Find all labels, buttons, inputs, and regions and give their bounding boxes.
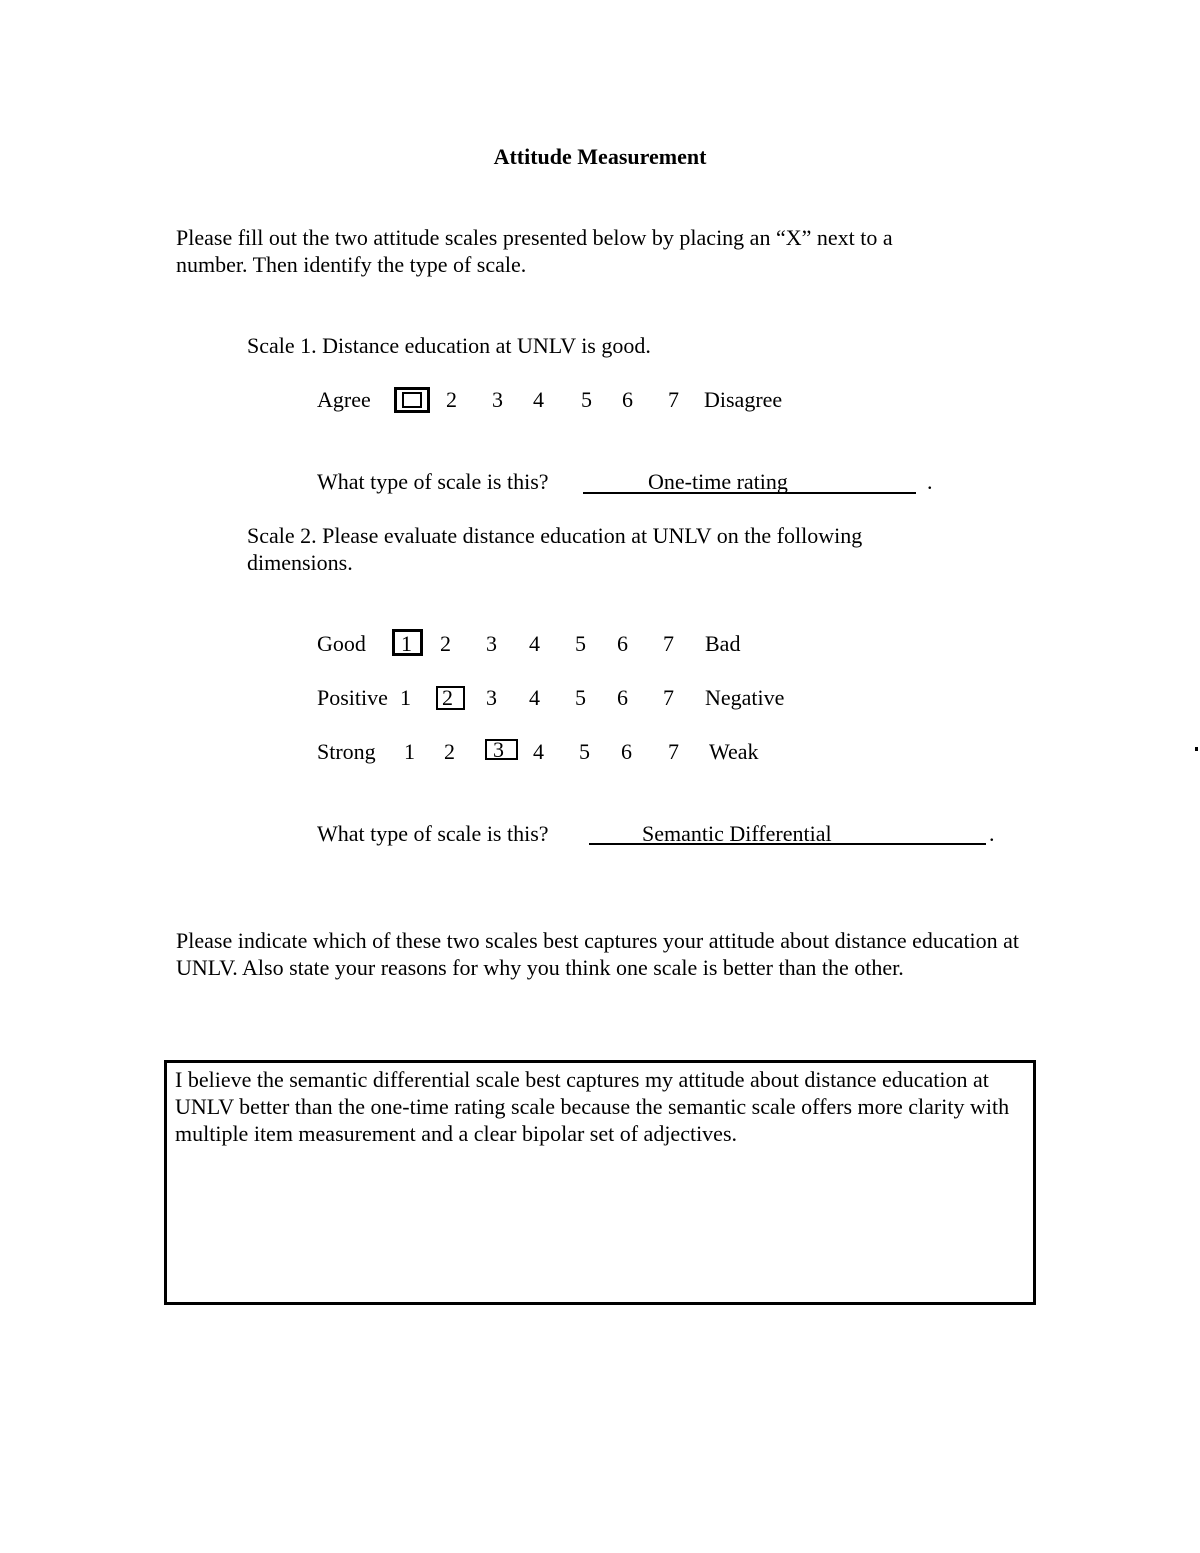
page-title: Attitude Measurement [493, 144, 707, 169]
scale1-number-2[interactable]: 2 [446, 387, 457, 412]
scale2-positive-number-6[interactable]: 6 [617, 685, 628, 710]
scale1-left-anchor: Agree [317, 387, 371, 412]
scale2-good-number-5[interactable]: 5 [575, 631, 586, 656]
scale1-number-4[interactable]: 4 [533, 387, 544, 412]
scale2-good-number-7[interactable]: 7 [663, 631, 674, 656]
scale1-answer: One-time rating [648, 469, 788, 494]
stray-mark [1195, 747, 1198, 751]
scale1-period: . [927, 469, 933, 494]
response-textbox[interactable]: I believe the semantic differential scale best captures my attitude about distance education at UNLV better than the one-time rating scale because the semantic scale offers more clarity with multiple item measurement and a clear bipolar set of adjectives. [164, 1060, 1036, 1305]
scale2-strong-number-2[interactable]: 2 [444, 739, 455, 764]
scale2-good-number-2[interactable]: 2 [440, 631, 451, 656]
scale2-strong-number-4[interactable]: 4 [533, 739, 544, 764]
scale2-good-number-3[interactable]: 3 [486, 631, 497, 656]
final-prompt: Please indicate which of these two scales best captures your attitude about distance education at UNLV. Also state your reasons for why you think one scale is better than the other. [176, 928, 1020, 980]
scale2-row-strong-left: Strong [317, 739, 376, 764]
scale2-period: . [989, 821, 995, 846]
scale2-answer: Semantic Differential [642, 821, 832, 846]
scale2-heading: Scale 2. Please evaluate distance education at UNLV on the following dimensions. [247, 523, 863, 575]
instructions-text: Please fill out the two attitude scales presented below by placing an “X” next to a number. Then identify the type of scale. [176, 225, 893, 277]
scale1-number-3[interactable]: 3 [492, 387, 503, 412]
scale2-positive-number-1[interactable]: 1 [400, 685, 411, 710]
scale1-question: What type of scale is this? [317, 469, 549, 494]
scale2-row-strong-right: Weak [709, 739, 759, 764]
scale2-strong-number-6[interactable]: 6 [621, 739, 632, 764]
scale2-positive-number-3[interactable]: 3 [486, 685, 497, 710]
scale2-strong-number-5[interactable]: 5 [579, 739, 590, 764]
scale1-number-7[interactable]: 7 [668, 387, 679, 412]
scale2-question: What type of scale is this? [317, 821, 549, 846]
scale2-row-positive-right: Negative [705, 685, 785, 710]
scale1-number-5[interactable]: 5 [581, 387, 592, 412]
scale2-good-number-4[interactable]: 4 [529, 631, 540, 656]
scale2-positive-number-4[interactable]: 4 [529, 685, 540, 710]
scale2-strong-number-1[interactable]: 1 [404, 739, 415, 764]
scale1-heading: Scale 1. Distance education at UNLV is good. [247, 333, 651, 358]
scale2-row-good-left: Good [317, 631, 366, 656]
scale2-row-good-right: Bad [705, 631, 741, 656]
scale2-strong-number-7[interactable]: 7 [668, 739, 679, 764]
scale2-row-positive-left: Positive [317, 685, 388, 710]
scale2-good-number-1[interactable]: 1 [401, 631, 412, 656]
scale1-right-anchor: Disagree [704, 387, 783, 412]
scale2-positive-number-5[interactable]: 5 [575, 685, 586, 710]
scale2-good-number-6[interactable]: 6 [617, 631, 628, 656]
scale2-positive-number-2[interactable]: 2 [442, 685, 453, 710]
scale1-number-6[interactable]: 6 [622, 387, 633, 412]
scale2-positive-number-7[interactable]: 7 [663, 685, 674, 710]
scale1-selected-inner-box [402, 392, 422, 408]
scale2-strong-number-3[interactable]: 3 [493, 737, 504, 762]
